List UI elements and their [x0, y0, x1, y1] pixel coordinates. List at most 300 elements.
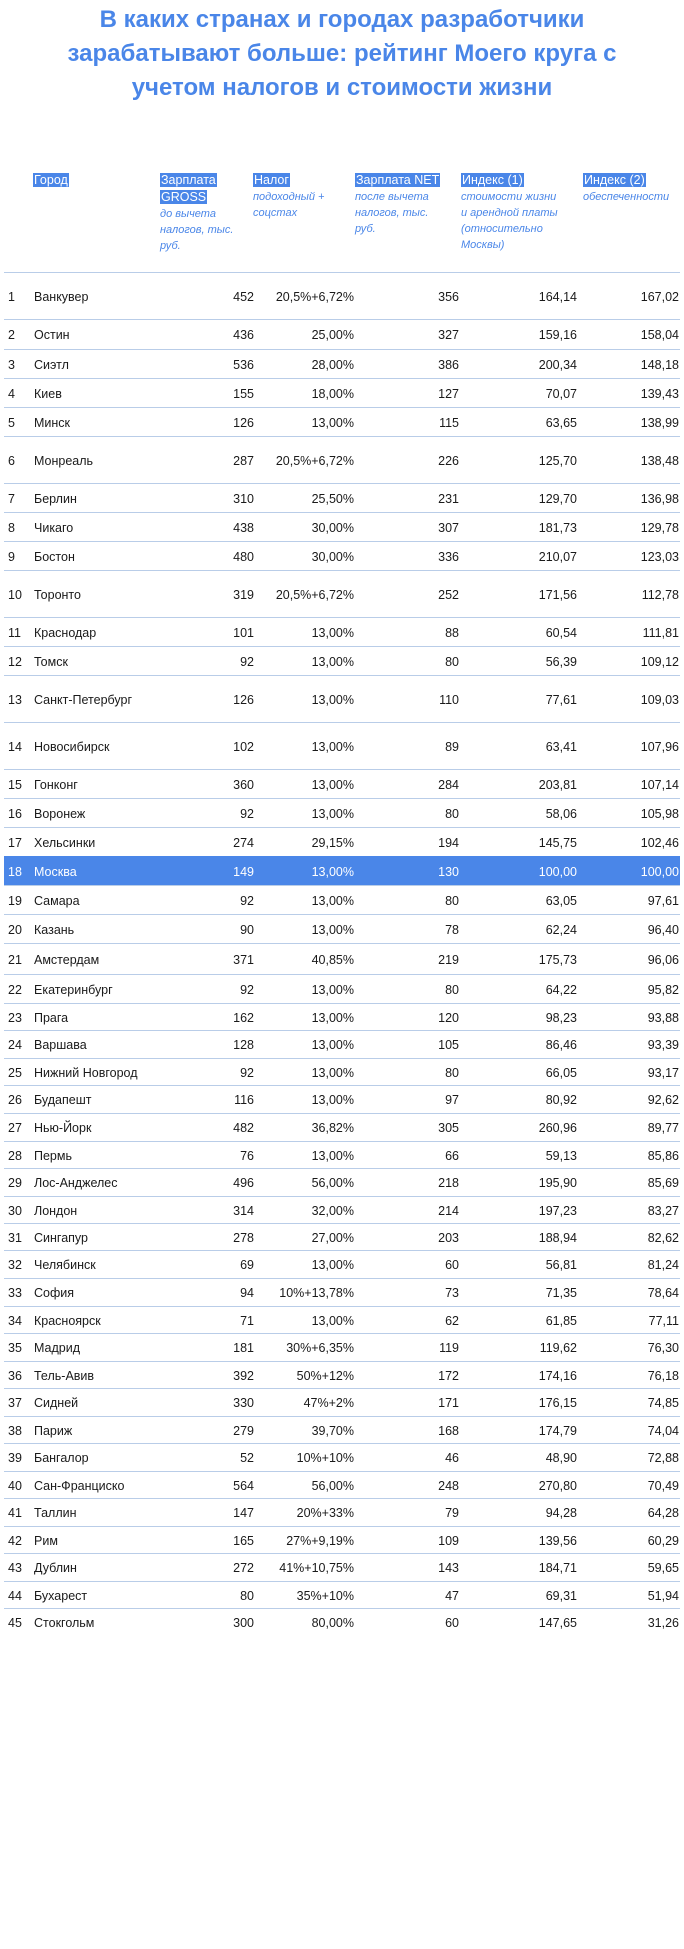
table-row	[4, 827, 680, 857]
table-row	[4, 646, 680, 676]
cell-idx2: 107,96	[640, 739, 679, 754]
table-row	[4, 1003, 680, 1031]
cell-net: 105	[438, 1038, 459, 1052]
table-row	[4, 974, 680, 1004]
table-row	[4, 1443, 680, 1472]
cell-city: Остин	[34, 328, 70, 342]
cell-idx1: 64,22	[545, 982, 577, 997]
cell-tax: 30%+6,35%	[286, 1341, 354, 1355]
cell-gross: 360	[233, 777, 254, 792]
cell-rank: 28	[8, 1148, 22, 1163]
table-row	[4, 1141, 680, 1169]
cell-idx2: 111,81	[642, 625, 679, 640]
header-net-sub-3: руб.	[355, 223, 376, 235]
cell-idx1: 63,05	[545, 893, 577, 908]
cell-city: Таллин	[34, 1506, 77, 1520]
cell-gross: 162	[233, 1010, 254, 1025]
cell-idx1: 203,81	[538, 777, 577, 792]
cell-tax: 20,5%+6,72%	[275, 289, 354, 304]
cell-idx1: 164,14	[538, 289, 577, 304]
header-net-label: Зарплата NET	[356, 173, 440, 187]
cell-city: Пермь	[34, 1148, 72, 1163]
cell-city: Торонто	[34, 587, 81, 602]
cell-city: Хельсинки	[34, 835, 96, 850]
cell-rank: 11	[8, 625, 21, 640]
cell-rank: 23	[8, 1010, 22, 1025]
cell-gross: 287	[233, 453, 254, 468]
cell-gross: 319	[233, 587, 254, 602]
cell-idx2: 109,12	[640, 654, 679, 669]
cell-gross: 272	[233, 1561, 254, 1575]
cell-city: Монреаль	[34, 453, 94, 468]
cell-idx2: 100,00	[640, 864, 679, 879]
cell-net: 46	[445, 1451, 459, 1465]
cell-net: 60	[445, 1616, 459, 1630]
cell-idx2: 85,86	[647, 1148, 679, 1163]
cell-tax: 32,00%	[311, 1203, 354, 1218]
cell-gross: 92	[240, 654, 254, 669]
cell-gross: 147	[233, 1506, 254, 1520]
cell-city: Ванкувер	[34, 289, 89, 304]
cell-city: Нижний Новгород	[34, 1065, 138, 1080]
cell-idx2: 76,18	[647, 1368, 679, 1383]
cell-tax: 18,00%	[311, 386, 354, 401]
header-tax	[253, 172, 343, 221]
cell-idx1: 60,54	[545, 625, 577, 640]
cell-net: 327	[438, 328, 459, 342]
table-row	[4, 1306, 680, 1334]
cell-net: 143	[438, 1561, 459, 1575]
cell-tax: 27%+9,19%	[286, 1533, 354, 1548]
cell-gross: 436	[233, 328, 254, 342]
cell-net: 80	[445, 982, 459, 997]
cell-gross: 116	[234, 1093, 254, 1107]
cell-tax: 13,00%	[311, 739, 354, 754]
cell-city: Амстердам	[34, 952, 100, 967]
table-row	[4, 1416, 680, 1444]
cell-idx2: 74,04	[647, 1423, 679, 1438]
cell-idx1: 94,28	[545, 1506, 577, 1520]
cell-gross: 165	[233, 1533, 254, 1548]
cell-tax: 47%+2%	[303, 1396, 354, 1410]
cell-tax: 36,82%	[311, 1121, 354, 1135]
cell-idx2: 93,88	[647, 1010, 679, 1025]
cell-gross: 76	[240, 1148, 254, 1163]
cell-rank: 24	[8, 1038, 22, 1052]
table-header	[0, 172, 684, 272]
cell-idx2: 96,40	[647, 922, 679, 937]
cell-rank: 10	[8, 587, 22, 602]
cell-city: Стокгольм	[34, 1616, 95, 1630]
cell-rank: 4	[8, 386, 15, 401]
table-row	[4, 617, 680, 647]
cell-idx1: 175,73	[538, 952, 577, 967]
table-row	[4, 512, 680, 542]
cell-idx1: 171,56	[538, 587, 577, 602]
cell-gross: 482	[233, 1121, 254, 1135]
cell-idx2: 138,48	[640, 453, 679, 468]
cell-gross: 92	[240, 806, 254, 821]
cell-rank: 43	[8, 1561, 22, 1575]
cell-rank: 44	[8, 1588, 22, 1603]
cell-tax: 50%+12%	[296, 1368, 354, 1383]
cell-net: 119	[439, 1341, 459, 1355]
cell-idx2: 59,65	[647, 1561, 679, 1575]
cell-tax: 40,85%	[311, 952, 354, 967]
cell-rank: 35	[8, 1341, 22, 1355]
cell-city: Москва	[34, 864, 77, 879]
cell-tax: 20%+33%	[296, 1506, 354, 1520]
cell-idx1: 147,65	[538, 1616, 577, 1630]
header-gross-sub-1: до вычета	[160, 208, 216, 220]
cell-city: Варшава	[34, 1038, 87, 1052]
cell-rank: 39	[8, 1451, 22, 1465]
cell-city: Рим	[34, 1533, 58, 1548]
cell-rank: 19	[8, 893, 22, 908]
cell-net: 386	[438, 357, 459, 372]
cell-rank: 32	[8, 1258, 22, 1272]
table-row	[4, 914, 680, 944]
cell-gross: 92	[240, 893, 254, 908]
cell-net: 252	[438, 587, 459, 602]
cell-rank: 1	[8, 289, 15, 304]
cell-city: Сидней	[34, 1396, 79, 1410]
cell-city: Краснодар	[34, 625, 97, 640]
cell-idx2: 93,17	[647, 1065, 679, 1080]
cell-city: Лос-Анджелес	[34, 1176, 118, 1190]
cell-city: Сиэтл	[34, 357, 69, 372]
cell-idx1: 100,00	[538, 864, 577, 879]
cell-gross: 149	[233, 864, 254, 879]
header-idx1-sub-2: и арендной платы	[461, 207, 558, 219]
table-row	[4, 1526, 680, 1554]
table-row	[4, 436, 680, 484]
table-row	[4, 1196, 680, 1224]
cell-rank: 3	[8, 357, 15, 372]
cell-tax: 56,00%	[311, 1176, 354, 1190]
cell-tax: 35%+10%	[296, 1588, 354, 1603]
cell-city: Сан-Франциско	[34, 1478, 125, 1493]
cell-idx2: 148,18	[640, 357, 679, 372]
cell-idx2: 72,88	[647, 1451, 679, 1465]
cell-idx2: 60,29	[647, 1533, 679, 1548]
cell-net: 73	[445, 1286, 459, 1300]
cell-rank: 42	[8, 1533, 22, 1548]
cell-gross: 300	[233, 1616, 254, 1630]
cell-idx1: 260,96	[538, 1121, 577, 1135]
cell-idx2: 82,62	[647, 1230, 679, 1245]
cell-city: София	[34, 1286, 75, 1300]
cell-net: 219	[438, 952, 459, 967]
cell-idx1: 70,07	[545, 386, 577, 401]
cell-net: 214	[438, 1203, 459, 1218]
cell-idx2: 93,39	[647, 1038, 679, 1052]
table-row	[4, 1498, 680, 1527]
cell-city: Санкт-Петербург	[34, 692, 133, 707]
header-gross-sub-3: руб.	[160, 240, 181, 252]
cell-idx1: 270,80	[538, 1478, 577, 1493]
cell-idx2: 123,03	[640, 549, 679, 564]
cell-net: 80	[445, 806, 459, 821]
cell-idx2: 77,11	[648, 1313, 679, 1328]
cell-gross: 310	[233, 491, 254, 506]
cell-tax: 80,00%	[311, 1616, 354, 1630]
cell-idx1: 197,23	[538, 1203, 577, 1218]
cell-idx1: 98,23	[545, 1010, 577, 1025]
cell-rank: 14	[8, 739, 22, 754]
table-row	[4, 1608, 680, 1637]
cell-gross: 155	[233, 386, 254, 401]
cell-city: Бостон	[34, 549, 75, 564]
cell-rank: 8	[8, 520, 15, 535]
cell-gross: 314	[233, 1203, 254, 1218]
cell-idx2: 96,06	[647, 952, 679, 967]
cell-net: 127	[438, 386, 459, 401]
cell-tax: 56,00%	[311, 1478, 354, 1493]
table-row	[4, 1388, 680, 1417]
cell-tax: 27,00%	[311, 1230, 354, 1245]
cell-idx2: 85,69	[647, 1176, 679, 1190]
cell-rank: 5	[8, 415, 15, 430]
cell-tax: 13,00%	[311, 1093, 354, 1107]
cell-idx2: 83,27	[647, 1203, 679, 1218]
cell-idx1: 139,56	[538, 1533, 577, 1548]
cell-idx1: 145,75	[538, 835, 577, 850]
cell-gross: 564	[233, 1478, 254, 1493]
cell-net: 284	[438, 777, 459, 792]
cell-city: Томск	[34, 654, 68, 669]
cell-idx1: 181,73	[538, 520, 577, 535]
table-row	[4, 1333, 680, 1362]
cell-gross: 279	[233, 1423, 254, 1438]
table-row	[4, 1085, 680, 1114]
header-tax-sub-2: соцстах	[253, 207, 298, 219]
title-line-1: В каких странах и городах разработчики	[99, 6, 585, 33]
cell-gross: 480	[233, 549, 254, 564]
cell-idx1: 86,46	[545, 1038, 577, 1052]
cell-city: Дублин	[34, 1561, 77, 1575]
cell-city: Тель-Авив	[34, 1368, 95, 1383]
cell-net: 110	[439, 692, 459, 707]
cell-city: Минск	[34, 415, 71, 430]
cell-net: 172	[438, 1368, 459, 1383]
cell-gross: 92	[240, 982, 254, 997]
cell-city: Сингапур	[34, 1230, 88, 1245]
cell-gross: 102	[233, 739, 254, 754]
cell-rank: 27	[8, 1121, 22, 1135]
table-row	[4, 798, 680, 828]
cell-net: 226	[438, 453, 459, 468]
cell-city: Киев	[34, 386, 62, 401]
cell-idx1: 59,13	[545, 1148, 577, 1163]
table-row	[4, 1223, 680, 1251]
page-title	[0, 0, 684, 105]
cell-rank: 16	[8, 806, 22, 821]
cell-gross: 181	[233, 1341, 254, 1355]
cell-rank: 9	[8, 549, 15, 564]
cell-tax: 25,50%	[311, 491, 354, 506]
cell-gross: 392	[233, 1368, 254, 1383]
cell-tax: 41%+10,75%	[279, 1561, 354, 1575]
cell-idx1: 200,34	[538, 357, 577, 372]
cell-idx2: 139,43	[640, 386, 679, 401]
cell-tax: 13,00%	[311, 1010, 354, 1025]
cell-idx2: 92,62	[647, 1093, 679, 1107]
table-row	[4, 1471, 680, 1499]
cell-gross: 126	[233, 692, 254, 707]
cell-rank: 29	[8, 1176, 22, 1190]
cell-idx1: 176,15	[538, 1396, 577, 1410]
cell-idx1: 210,07	[538, 549, 577, 564]
cell-gross: 94	[240, 1286, 254, 1300]
table-row	[4, 570, 680, 618]
cell-tax: 39,70%	[311, 1423, 354, 1438]
cell-rank: 33	[8, 1286, 22, 1300]
table-row	[4, 1058, 680, 1086]
table-row	[4, 769, 680, 799]
cell-idx1: 184,71	[538, 1561, 577, 1575]
cell-city: Воронеж	[34, 806, 86, 821]
cell-tax: 13,00%	[311, 893, 354, 908]
cell-idx2: 64,28	[647, 1506, 679, 1520]
header-gross-label-2: GROSS	[161, 190, 207, 204]
cell-idx2: 138,99	[640, 415, 679, 430]
cell-idx1: 58,06	[545, 806, 577, 821]
cell-city: Будапешт	[34, 1093, 92, 1107]
table-row	[4, 1030, 680, 1059]
cell-idx2: 97,61	[647, 893, 679, 908]
cell-city: Париж	[34, 1423, 73, 1438]
cell-rank: 7	[8, 491, 15, 506]
cell-idx2: 70,49	[647, 1478, 679, 1493]
cell-tax: 13,00%	[311, 692, 354, 707]
cell-city: Бангалор	[34, 1451, 89, 1465]
cell-rank: 30	[8, 1203, 22, 1218]
cell-tax: 13,00%	[311, 1258, 354, 1272]
table-row	[4, 407, 680, 437]
cell-idx1: 188,94	[538, 1230, 577, 1245]
cell-idx2: 76,30	[647, 1341, 679, 1355]
cell-idx1: 174,79	[538, 1423, 577, 1438]
cell-idx1: 63,41	[545, 739, 577, 754]
cell-idx2: 136,98	[640, 491, 679, 506]
cell-gross: 452	[233, 289, 254, 304]
cell-tax: 13,00%	[311, 1065, 354, 1080]
cell-idx1: 56,81	[545, 1258, 577, 1272]
cell-idx1: 48,90	[545, 1451, 577, 1465]
cell-rank: 38	[8, 1423, 22, 1438]
cell-net: 80	[445, 654, 459, 669]
cell-city: Казань	[34, 922, 75, 937]
cell-city: Красноярск	[34, 1313, 101, 1328]
header-idx1-sub-1: стоимости жизни	[461, 191, 557, 203]
cell-net: 47	[445, 1588, 459, 1603]
cell-gross: 69	[240, 1258, 254, 1272]
table-row	[4, 483, 680, 513]
header-idx1-sub-4: Москвы)	[461, 239, 505, 251]
cell-idx2: 109,03	[640, 692, 679, 707]
cell-gross: 371	[233, 952, 254, 967]
table-row-highlighted	[4, 856, 680, 886]
header-idx2-label: Индекс (2)	[584, 173, 645, 187]
cell-idx1: 80,92	[545, 1093, 577, 1107]
cell-idx2: 112,78	[641, 587, 679, 602]
cell-rank: 17	[8, 835, 22, 850]
cell-net: 60	[445, 1258, 459, 1272]
cell-idx2: 81,24	[647, 1258, 679, 1272]
cell-rank: 13	[8, 692, 22, 707]
cell-net: 66	[445, 1148, 459, 1163]
cell-tax: 13,00%	[311, 1313, 354, 1328]
cell-idx1: 66,05	[545, 1065, 577, 1080]
cell-idx2: 102,46	[640, 835, 679, 850]
cell-gross: 438	[233, 520, 254, 535]
cell-rank: 20	[8, 922, 22, 937]
header-city-label: Город	[34, 173, 68, 187]
cell-idx2: 89,77	[647, 1121, 679, 1135]
cell-rank: 18	[8, 864, 22, 879]
cell-net: 305	[438, 1121, 459, 1135]
cell-rank: 21	[8, 952, 22, 967]
cell-rank: 40	[8, 1478, 22, 1493]
header-idx2-sub-1: обеспеченности	[583, 191, 670, 203]
cell-rank: 36	[8, 1368, 22, 1383]
cell-rank: 34	[8, 1313, 22, 1328]
cell-idx1: 129,70	[538, 491, 577, 506]
cell-net: 194	[438, 835, 459, 850]
cell-net: 88	[445, 625, 459, 640]
cell-net: 97	[445, 1093, 459, 1107]
cell-idx1: 174,16	[538, 1368, 577, 1383]
header-gross	[160, 172, 246, 254]
cell-gross: 90	[240, 922, 254, 937]
cell-gross: 126	[233, 415, 254, 430]
cell-idx2: 167,02	[640, 289, 679, 304]
table-row	[4, 378, 680, 408]
table-row	[4, 1113, 680, 1142]
table-row	[4, 1581, 680, 1609]
cell-rank: 2	[8, 328, 15, 342]
cell-tax: 13,00%	[311, 625, 354, 640]
cell-net: 130	[438, 864, 459, 879]
cell-idx1: 63,65	[545, 415, 577, 430]
header-tax-label: Налог	[254, 173, 289, 187]
cell-idx1: 159,16	[538, 328, 577, 342]
table-row	[4, 943, 680, 975]
header-net-sub-1: после вычета	[355, 191, 429, 203]
cell-idx2: 74,85	[647, 1396, 679, 1410]
table-row	[4, 1168, 680, 1197]
cell-city: Чикаго	[34, 520, 74, 535]
cell-gross: 274	[233, 835, 254, 850]
cell-city: Мадрид	[34, 1341, 81, 1355]
header-idx1-sub-3: (относительно	[461, 223, 543, 235]
cell-city: Берлин	[34, 491, 77, 506]
cell-city: Прага	[34, 1010, 69, 1025]
cell-tax: 13,00%	[311, 415, 354, 430]
header-gross-label-1: Зарплата	[161, 173, 216, 187]
cell-idx1: 195,90	[538, 1176, 577, 1190]
header-idx1-label: Индекс (1)	[462, 173, 523, 187]
cell-gross: 92	[240, 1065, 254, 1080]
cell-city: Челябинск	[34, 1258, 96, 1272]
cell-net: 218	[438, 1176, 459, 1190]
cell-rank: 6	[8, 453, 15, 468]
cell-tax: 13,00%	[311, 654, 354, 669]
cell-net: 115	[439, 415, 459, 430]
cell-rank: 15	[8, 777, 22, 792]
cell-net: 307	[438, 520, 459, 535]
